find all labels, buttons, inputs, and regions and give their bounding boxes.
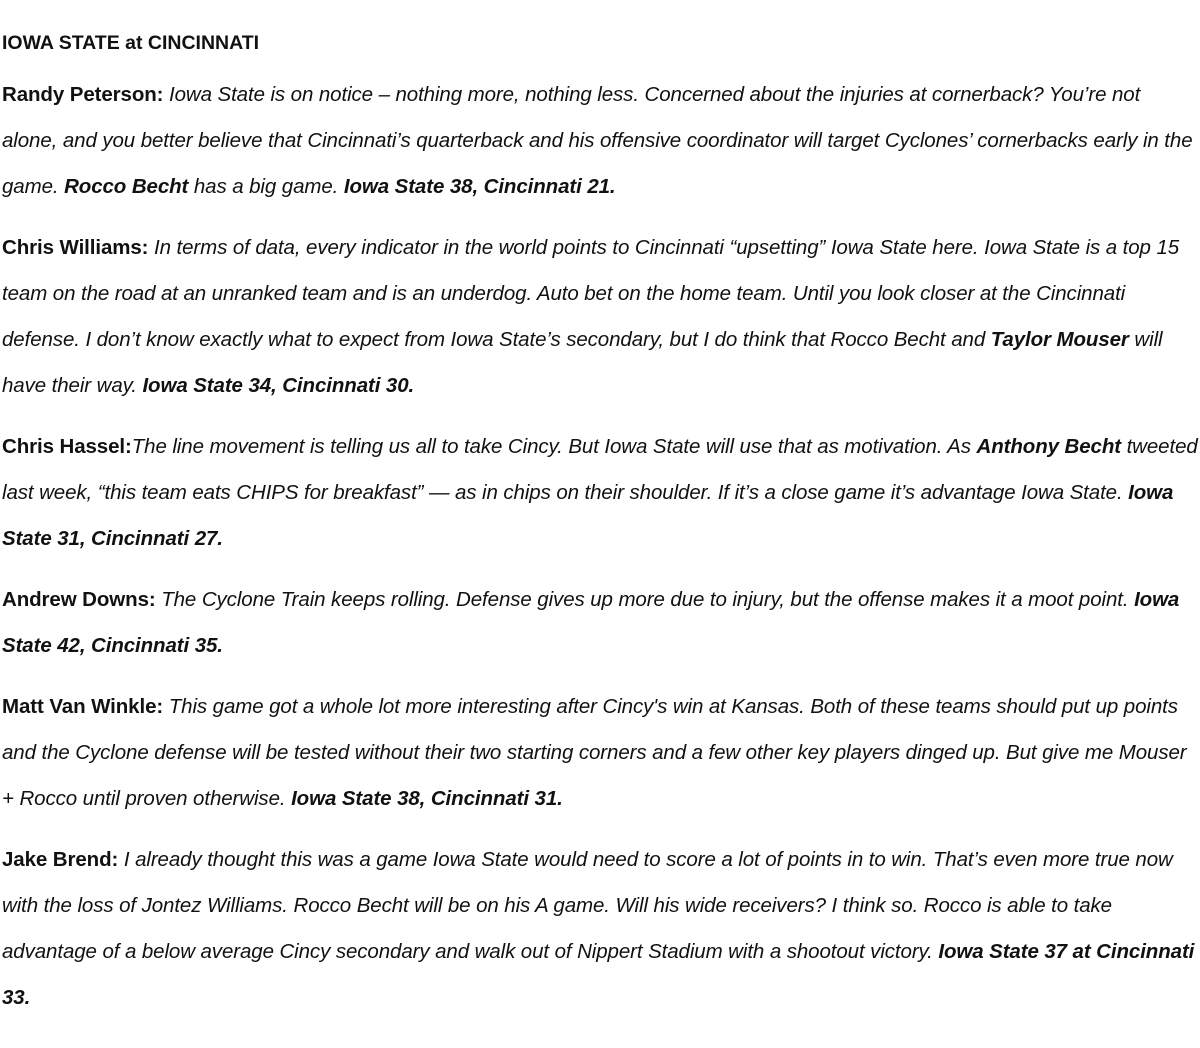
score-prediction: Iowa State 38, Cincinnati 31. xyxy=(291,787,563,810)
author-name: Andrew Downs: xyxy=(2,588,156,611)
pick-paragraph xyxy=(2,577,1200,669)
pick-paragraph xyxy=(2,837,1200,1021)
page-title: IOWA STATE at CINCINNATI xyxy=(2,32,260,54)
pick-text: will have their way. xyxy=(2,328,1163,397)
author-name: Chris Williams: xyxy=(2,236,149,259)
player-name: Rocco Becht xyxy=(64,175,189,198)
player-name: Taylor Mouser xyxy=(990,328,1129,351)
pick-text: The line movement is telling us all to take Cincy. But Iowa State will use that as motivation. As xyxy=(131,435,977,458)
pick-paragraph xyxy=(2,684,1200,822)
score-prediction: Iowa State 31, Cincinnati 27. xyxy=(2,481,1174,550)
score-prediction: Iowa State 37 at Cincinnati 33. xyxy=(2,940,1195,1009)
score-prediction: Iowa State 34, Cincinnati 30. xyxy=(142,374,415,397)
pick-text: tweeted last week, “this team eats CHIPS for breakfast” — as in chips on their shoulder. If it’s a close game it’s advantage Iowa State. xyxy=(2,435,1198,504)
pick-paragraph xyxy=(2,72,1200,210)
pick-text: The Cyclone Train keeps rolling. Defense gives up more due to injury, but the offense makes it a moot point. xyxy=(161,588,1135,611)
score-prediction: Iowa State 38, Cincinnati 21. xyxy=(343,175,616,198)
pick-text: This game got a whole lot more interesting after Cincy's win at Kansas. Both of these teams should put up points and the Cyclone defense will be tested without their two starting corners and a few other key players dinged up. But give me Mouser + Rocco until proven otherwise. xyxy=(2,695,1187,810)
author-name: Jake Brend: xyxy=(2,848,119,871)
score-prediction: Iowa State 42, Cincinnati 35. xyxy=(2,588,1180,657)
author-name: Matt Van Winkle: xyxy=(2,695,164,718)
player-name: Anthony Becht xyxy=(976,435,1121,458)
author-name: Chris Hassel: xyxy=(2,435,132,458)
pick-paragraph xyxy=(2,225,1200,409)
pick-text: I already thought this was a game Iowa State would need to score a lot of points in to win. That’s even more true now with the loss of Jontez Williams. Rocco Becht will be on his A game. Will his wide receivers? I think so. Rocco is able to take advantage of a below average Cincy secondary and walk out of Nippert Stadium with a shootout victory. xyxy=(2,848,1173,963)
pick-text: has a big game. xyxy=(188,175,344,198)
author-name: Randy Peterson: xyxy=(2,83,164,106)
pick-text: In terms of data, every indicator in the world points to Cincinnati “upsetting” Iowa State here. Iowa State is a top 15 team on the road at an unranked team and is an underdog. Auto bet on the home team. Until you look closer at the Cincinnati defense. I don’t know exactly what to expect from Iowa State’s secondary, but I do think that Rocco Becht and xyxy=(2,236,1180,351)
pick-text: Iowa State is on notice – nothing more, nothing less. Concerned about the injuries at cornerback? You’re not alone, and you better believe that Cincinnati’s quarterback and his offensive coordinator will target Cyclones’ cornerbacks early in the game. xyxy=(2,83,1193,198)
pick-paragraph xyxy=(2,424,1200,562)
